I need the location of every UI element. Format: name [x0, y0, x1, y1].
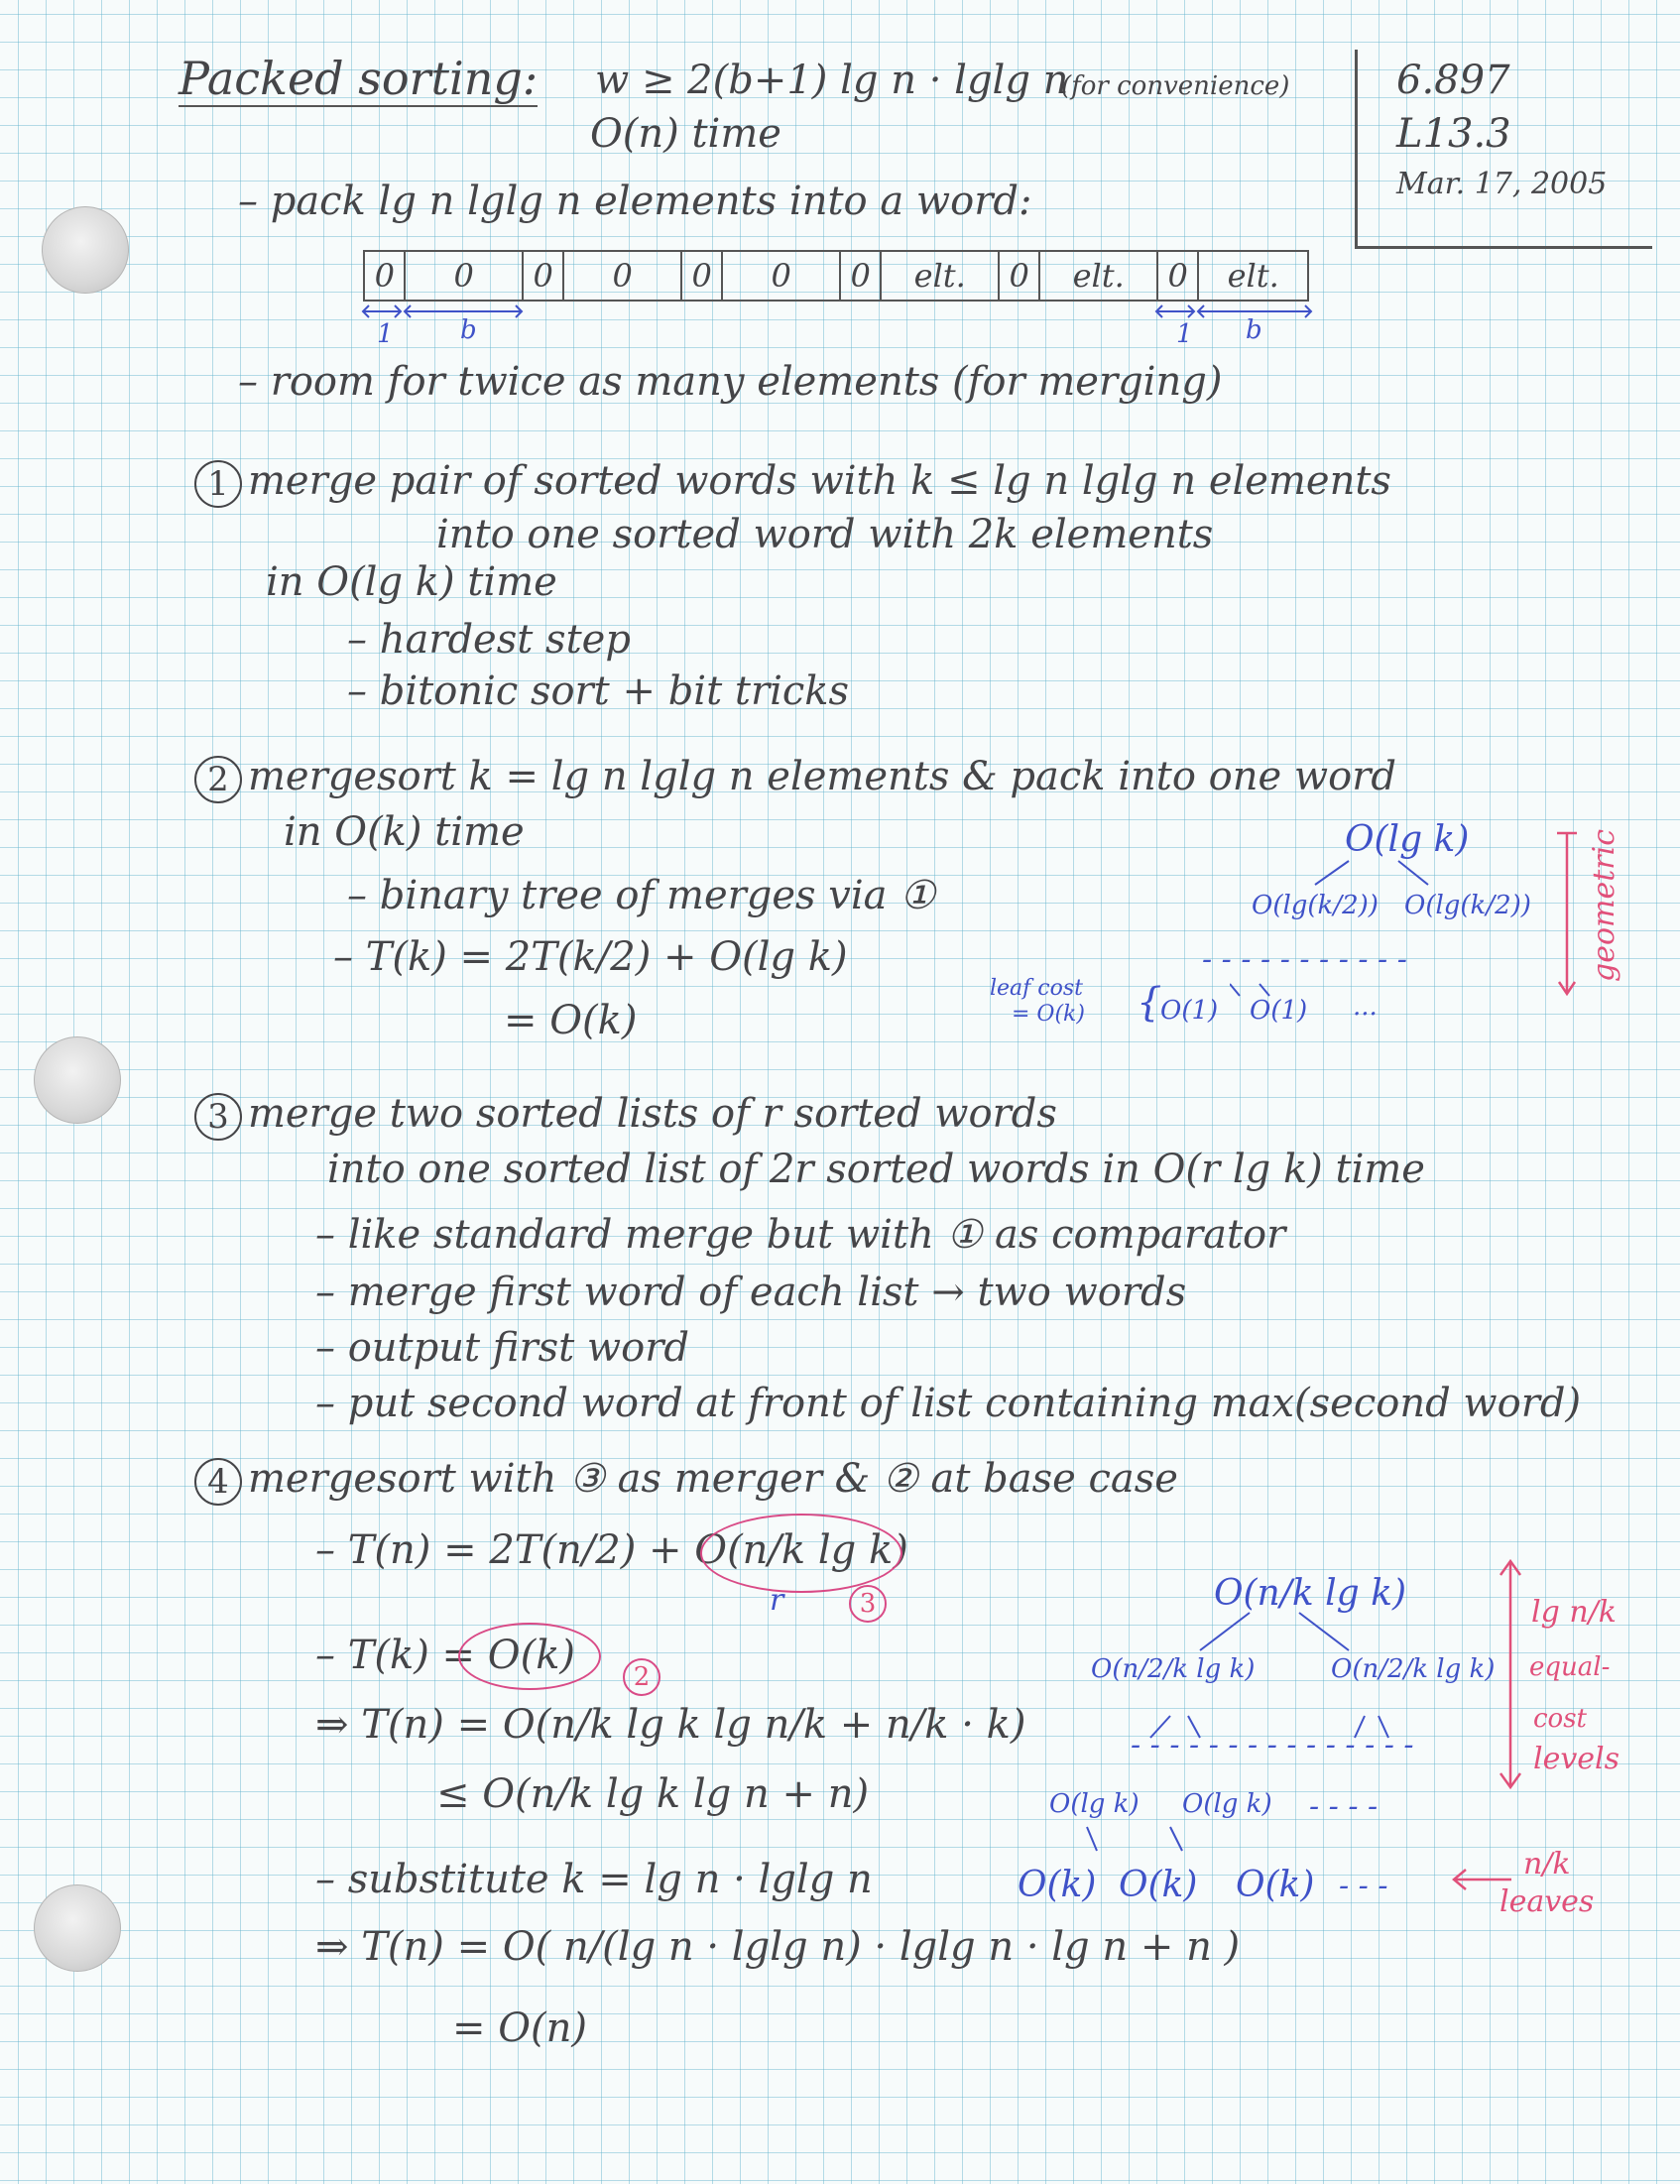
- eq2-ref-circle: 2: [623, 1658, 660, 1696]
- step2-bullet: – binary tree of merges via ①: [347, 873, 936, 918]
- levels-label-mid: equal-: [1529, 1652, 1611, 1682]
- step4-eq3: ⇒ T(n) = O(n/k lg k lg n/k + n/k · k): [315, 1702, 1026, 1748]
- step3-number: 3: [194, 1093, 242, 1141]
- word-cell: elt.: [1227, 257, 1279, 295]
- header-divider-horizontal: [1355, 246, 1652, 249]
- levels-label-top: lg n/k: [1531, 1595, 1617, 1630]
- step2-bullet: – T(k) = 2T(k/2) + O(lg k): [333, 934, 848, 980]
- tree2-node: O(lg(k/2)): [1404, 891, 1531, 920]
- step3-line2: into one sorted list of 2r sorted words in O(r lg k) time: [327, 1147, 1425, 1192]
- course-number: 6.897: [1396, 58, 1510, 103]
- step4-text1: mergesort with ③ as merger & ② at base case: [248, 1456, 1178, 1502]
- word-condition: w ≥ 2(b+1) lg n · lglg n: [595, 58, 1069, 103]
- step4-eq6: ⇒ T(n) = O( n/(lg n · lglg n) · lglg n · lg n + n ): [315, 1924, 1241, 1970]
- step2-bullet: = O(k): [504, 998, 638, 1043]
- step4-eq7: = O(n): [452, 2005, 587, 2051]
- pack-line: – pack lg n lglg n elements into a word:: [238, 179, 1032, 224]
- step1-number: 1: [194, 460, 242, 508]
- step4-eq2: – T(k) = O(k): [315, 1633, 576, 1678]
- step1-line3: in O(lg k) time: [266, 559, 557, 605]
- leaf-cost-value: = O(k): [1012, 1002, 1085, 1027]
- tree2-root: O(lg k): [1345, 819, 1470, 860]
- header-divider-vertical: [1355, 50, 1358, 248]
- lecture-number: L13.3: [1396, 111, 1511, 157]
- step4-eq5: – substitute k = lg n · lglg n: [315, 1857, 873, 1902]
- step3-text1: merge two sorted lists of r sorted words: [248, 1091, 1057, 1137]
- step4-eq1: – T(n) = 2T(n/2) + O(n/k lg k): [315, 1527, 908, 1573]
- tree4-node: O(lg k): [1182, 1789, 1272, 1819]
- step2-number: 2: [194, 756, 242, 803]
- step3-bullet: – merge first word of each list → two words: [315, 1270, 1187, 1315]
- overall-time: O(n) time: [590, 111, 781, 157]
- levels-arrow: [1496, 1555, 1525, 1793]
- step4-eq4: ≤ O(n/k lg k lg n + n): [436, 1771, 870, 1817]
- word-cell: 0: [406, 252, 524, 300]
- binder-hole-top: [42, 206, 129, 294]
- binder-hole-bottom: [34, 1884, 121, 1972]
- leaf-brace-icon: {: [1137, 980, 1162, 1026]
- room-line: – room for twice as many elements (for merging): [238, 359, 1223, 405]
- word-cell: 0: [564, 252, 682, 300]
- geometric-label: geometric: [1587, 828, 1621, 982]
- word-cell: elt.: [1040, 252, 1158, 300]
- eq1-r-label: r: [770, 1583, 784, 1618]
- step4-number: 4: [194, 1458, 242, 1506]
- eq1-ref-circle: 3: [849, 1585, 887, 1623]
- tree4-leaf: O(k): [1018, 1865, 1097, 1905]
- step3-line1: [194, 1091, 1057, 1141]
- tree4-node: O(lg k): [1049, 1789, 1140, 1819]
- eq2-ref: [623, 1658, 660, 1696]
- levels-label-mid2: cost: [1533, 1704, 1588, 1734]
- page-title: Packed sorting:: [179, 52, 539, 105]
- step3-bullet: – put second word at front of list containing max(second word): [315, 1381, 1582, 1426]
- tree4-node: O(n/2/k lg k): [1331, 1654, 1496, 1684]
- step2-text1: mergesort k = lg n lglg n elements & pack into one word: [248, 754, 1396, 799]
- eq1-ref: [849, 1585, 887, 1623]
- tree4-dots: - - - - - - - - - - - - - - -: [1131, 1728, 1414, 1762]
- tree2-edges: [1230, 855, 1527, 1014]
- tree2-leaf: ...: [1353, 992, 1378, 1022]
- step1-line1: [194, 458, 1391, 508]
- word-cell: 0: [841, 252, 882, 300]
- tree2-node: O(lg(k/2)): [1252, 891, 1379, 920]
- bit-width-label: 1: [377, 319, 394, 349]
- geometric-arrow: [1555, 829, 1579, 998]
- step1-line2: into one sorted word with 2k elements: [436, 512, 1214, 557]
- word-cell: 0: [723, 252, 841, 300]
- tree2-leaf: O(1): [1250, 996, 1308, 1026]
- tree2-dots: - - - - - - - - - - -: [1202, 942, 1407, 977]
- tree4-dash: - - - -: [1309, 1789, 1379, 1824]
- step1-bullet: – bitonic sort + bit tricks: [347, 668, 850, 714]
- cost-oval-3: [700, 1514, 902, 1593]
- tree4-node: O(n/2/k lg k): [1091, 1654, 1256, 1684]
- step3-bullet: – like standard merge but with ① as comparator: [315, 1212, 1286, 1258]
- word-cell: 0: [524, 252, 564, 300]
- step4-line1: [194, 1456, 1178, 1506]
- tree4-root: O(n/k lg k): [1214, 1573, 1406, 1614]
- binder-hole-middle: [34, 1036, 121, 1124]
- tree4-leaf: O(k): [1119, 1865, 1198, 1905]
- field-width-label: b: [460, 315, 477, 345]
- step3-bullet: – output first word: [315, 1325, 689, 1371]
- leaf-cost-label: leaf cost: [990, 976, 1084, 1001]
- convenience-note: (for convenience): [1061, 71, 1290, 101]
- tree2-leaf: O(1): [1160, 996, 1219, 1026]
- lecture-date: Mar. 17, 2005: [1396, 167, 1608, 201]
- tree4-edges: [1051, 1607, 1428, 1875]
- packed-word-diagram: [363, 250, 1309, 302]
- word-cell: 0: [682, 252, 723, 300]
- word-cell: 0: [1000, 252, 1040, 300]
- step2-line1: [194, 754, 1396, 803]
- bit-width-label-right: 1: [1176, 319, 1193, 349]
- word-cell: elt.: [882, 252, 1000, 300]
- step1-bullet: – hardest step: [347, 617, 631, 663]
- tree4-leaf-dots: - - -: [1339, 1869, 1388, 1903]
- step2-line2: in O(k) time: [284, 809, 525, 855]
- word-cell: 0: [1158, 252, 1199, 300]
- leaves-label: leaves: [1500, 1884, 1595, 1919]
- cost-oval-2: [458, 1623, 601, 1690]
- levels-label-bottom: levels: [1533, 1742, 1620, 1776]
- word-cell: 0: [365, 252, 406, 300]
- leaves-count-label: n/k: [1523, 1847, 1571, 1881]
- step1-text1: merge pair of sorted words with k ≤ lg n lglg n elements: [248, 458, 1391, 504]
- field-width-label-right: b: [1246, 315, 1262, 345]
- tree4-leaf: O(k): [1236, 1865, 1315, 1905]
